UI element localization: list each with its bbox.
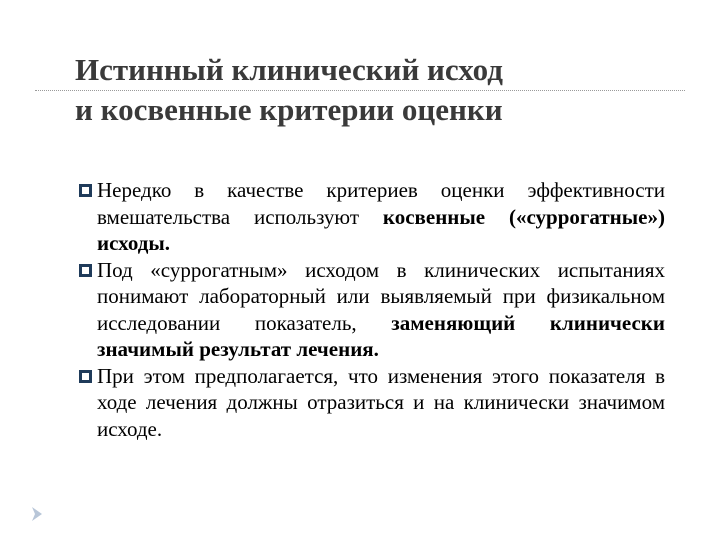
title-divider (35, 90, 685, 91)
bullet-1-bold-text: косвенные («суррогатные») исходы. (97, 204, 665, 255)
bullet-2-bold-text: заменяющий клинически значимый результат лечения. (97, 310, 665, 361)
checkbox-bullet-icon (78, 263, 93, 278)
title-line-2: и косвенные критерии оценки (75, 92, 503, 127)
checkbox-bullet-icon (78, 183, 93, 198)
bullet-2-text: Под «суррогатным» исходом в клинических испытаниях понимают лабораторный или выявляемый при физикальном исследовании показатель, (97, 257, 665, 335)
title-line-1: Истинный клинический исход (75, 52, 503, 87)
bullet-item (78, 363, 665, 443)
bullet-list (78, 177, 665, 442)
checkbox-bullet-icon (78, 369, 93, 384)
bullet-3-text: При этом предполагается, что изменения этого показателя в ходе лечения должны отразиться и на клинически значимом исходе. (97, 363, 665, 441)
bullet-1-text: Нередко в качестве критериев оценки эффективности вмешательства используют (97, 178, 665, 229)
bullet-item (78, 257, 665, 363)
bullet-item (78, 177, 665, 257)
nav-arrow-icon[interactable] (30, 506, 44, 522)
